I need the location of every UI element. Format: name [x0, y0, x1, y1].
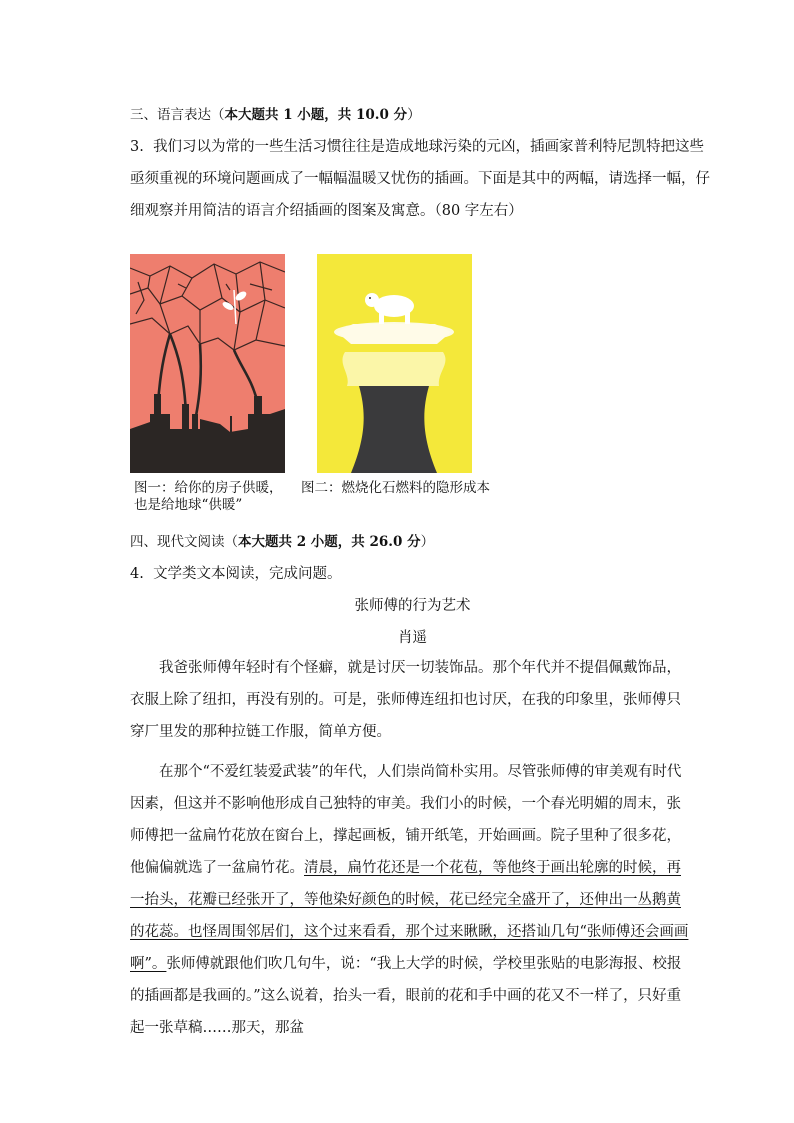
figure-1-caption: 图一：给你的房子供暖， 也是给地球“供暖”: [134, 480, 283, 513]
question-3-line-2: 亟须重视的环境问题画成了一幅幅温暖又忧伤的插画。下面是其中的两幅，请选择一幅，仔: [130, 171, 710, 187]
section-3-heading: 三、语言表达（本大题共 1 小题，共 10.0 分）: [130, 107, 421, 123]
figure-1-illustration: [130, 254, 285, 473]
question-4-intro: 4. 文学类文本阅读，完成问题。: [130, 566, 342, 582]
question-number: 4.: [130, 566, 144, 582]
section-4-heading: 四、现代文阅读（本大题共 2 小题，共 26.0 分）: [130, 534, 435, 550]
ice-floe-body: [337, 324, 451, 344]
article-paragraph-2: 在那个“不爱红装爱武装”的年代，人们崇尚简朴实用。尽管张师傅的审美观有时代因素，但这并不影响他形成自己独特的审美。我们小的时候，一个春光明媚的周末，张师傅把一盆扁竹花放在窗台上，撑起画板，铺开纸笔，开始画画。院子里种了很多花，他偏偏就选了一盆扁竹花。清晨，扁竹花还是一个花苞，等他终于画出轮廓的时候，再一抬头，花瓣已经张开了，等他染好颜色的时候，花已经完全盛开了，还伸出一丛鹅黄的花蕊。也怪周围邻居们，这个过来看看，那个过来瞅瞅，还搭讪几句“张师傅还会画画啊”。张师傅就跟他们吹几句牛，说：“我上大学的时候，学校里张贴的电影海报、校报的插画都是我画的。”这么说着，抬头一看，眼前的花和手中画的花又不一样了，只好重起一张草稿……那天，那盆: [130, 764, 689, 1036]
question-3-line-3: 细观察并用简洁的语言介绍插画的图案及寓意。（80 字左右）: [130, 203, 523, 219]
article-paragraph-1: 我爸张师傅年轻时有个怪癖，就是讨厌一切装饰品。那个年代并不提倡佩戴饰品，衣服上除了纽扣，再没有别的。可是，张师傅连纽扣也讨厌，在我的印象里，张师傅只穿厂里发的那种拉链工作服，简单方便。: [130, 660, 681, 740]
steam-cloud: [342, 352, 445, 386]
figure-2-caption: 图二：燃烧化石燃料的隐形成本: [301, 480, 490, 496]
underlined-passage: 清晨，扁竹花还是一个花苞，等他终于画出轮廓的时候，再一抬头，花瓣已经张开了，等他染好颜色的时候，花已经完全盛开了，还伸出一丛鹅黄的花蕊。也怪周围邻居们，这个过来看看，那个过来瞅瞅，还搭讪几句“张师傅还会画画啊”。: [130, 860, 689, 972]
question-3-line-1: 3. 我们习以为常的一些生活习惯往往是造成地球污染的元凶，插画家普利特尼凯特把这些: [130, 139, 705, 155]
article-author: 肖遥: [398, 630, 427, 646]
question-number: 3.: [130, 139, 144, 155]
figure-2-illustration: [317, 254, 472, 473]
cooling-tower: [351, 386, 437, 473]
article-title: 张师傅的行为艺术: [354, 598, 471, 614]
